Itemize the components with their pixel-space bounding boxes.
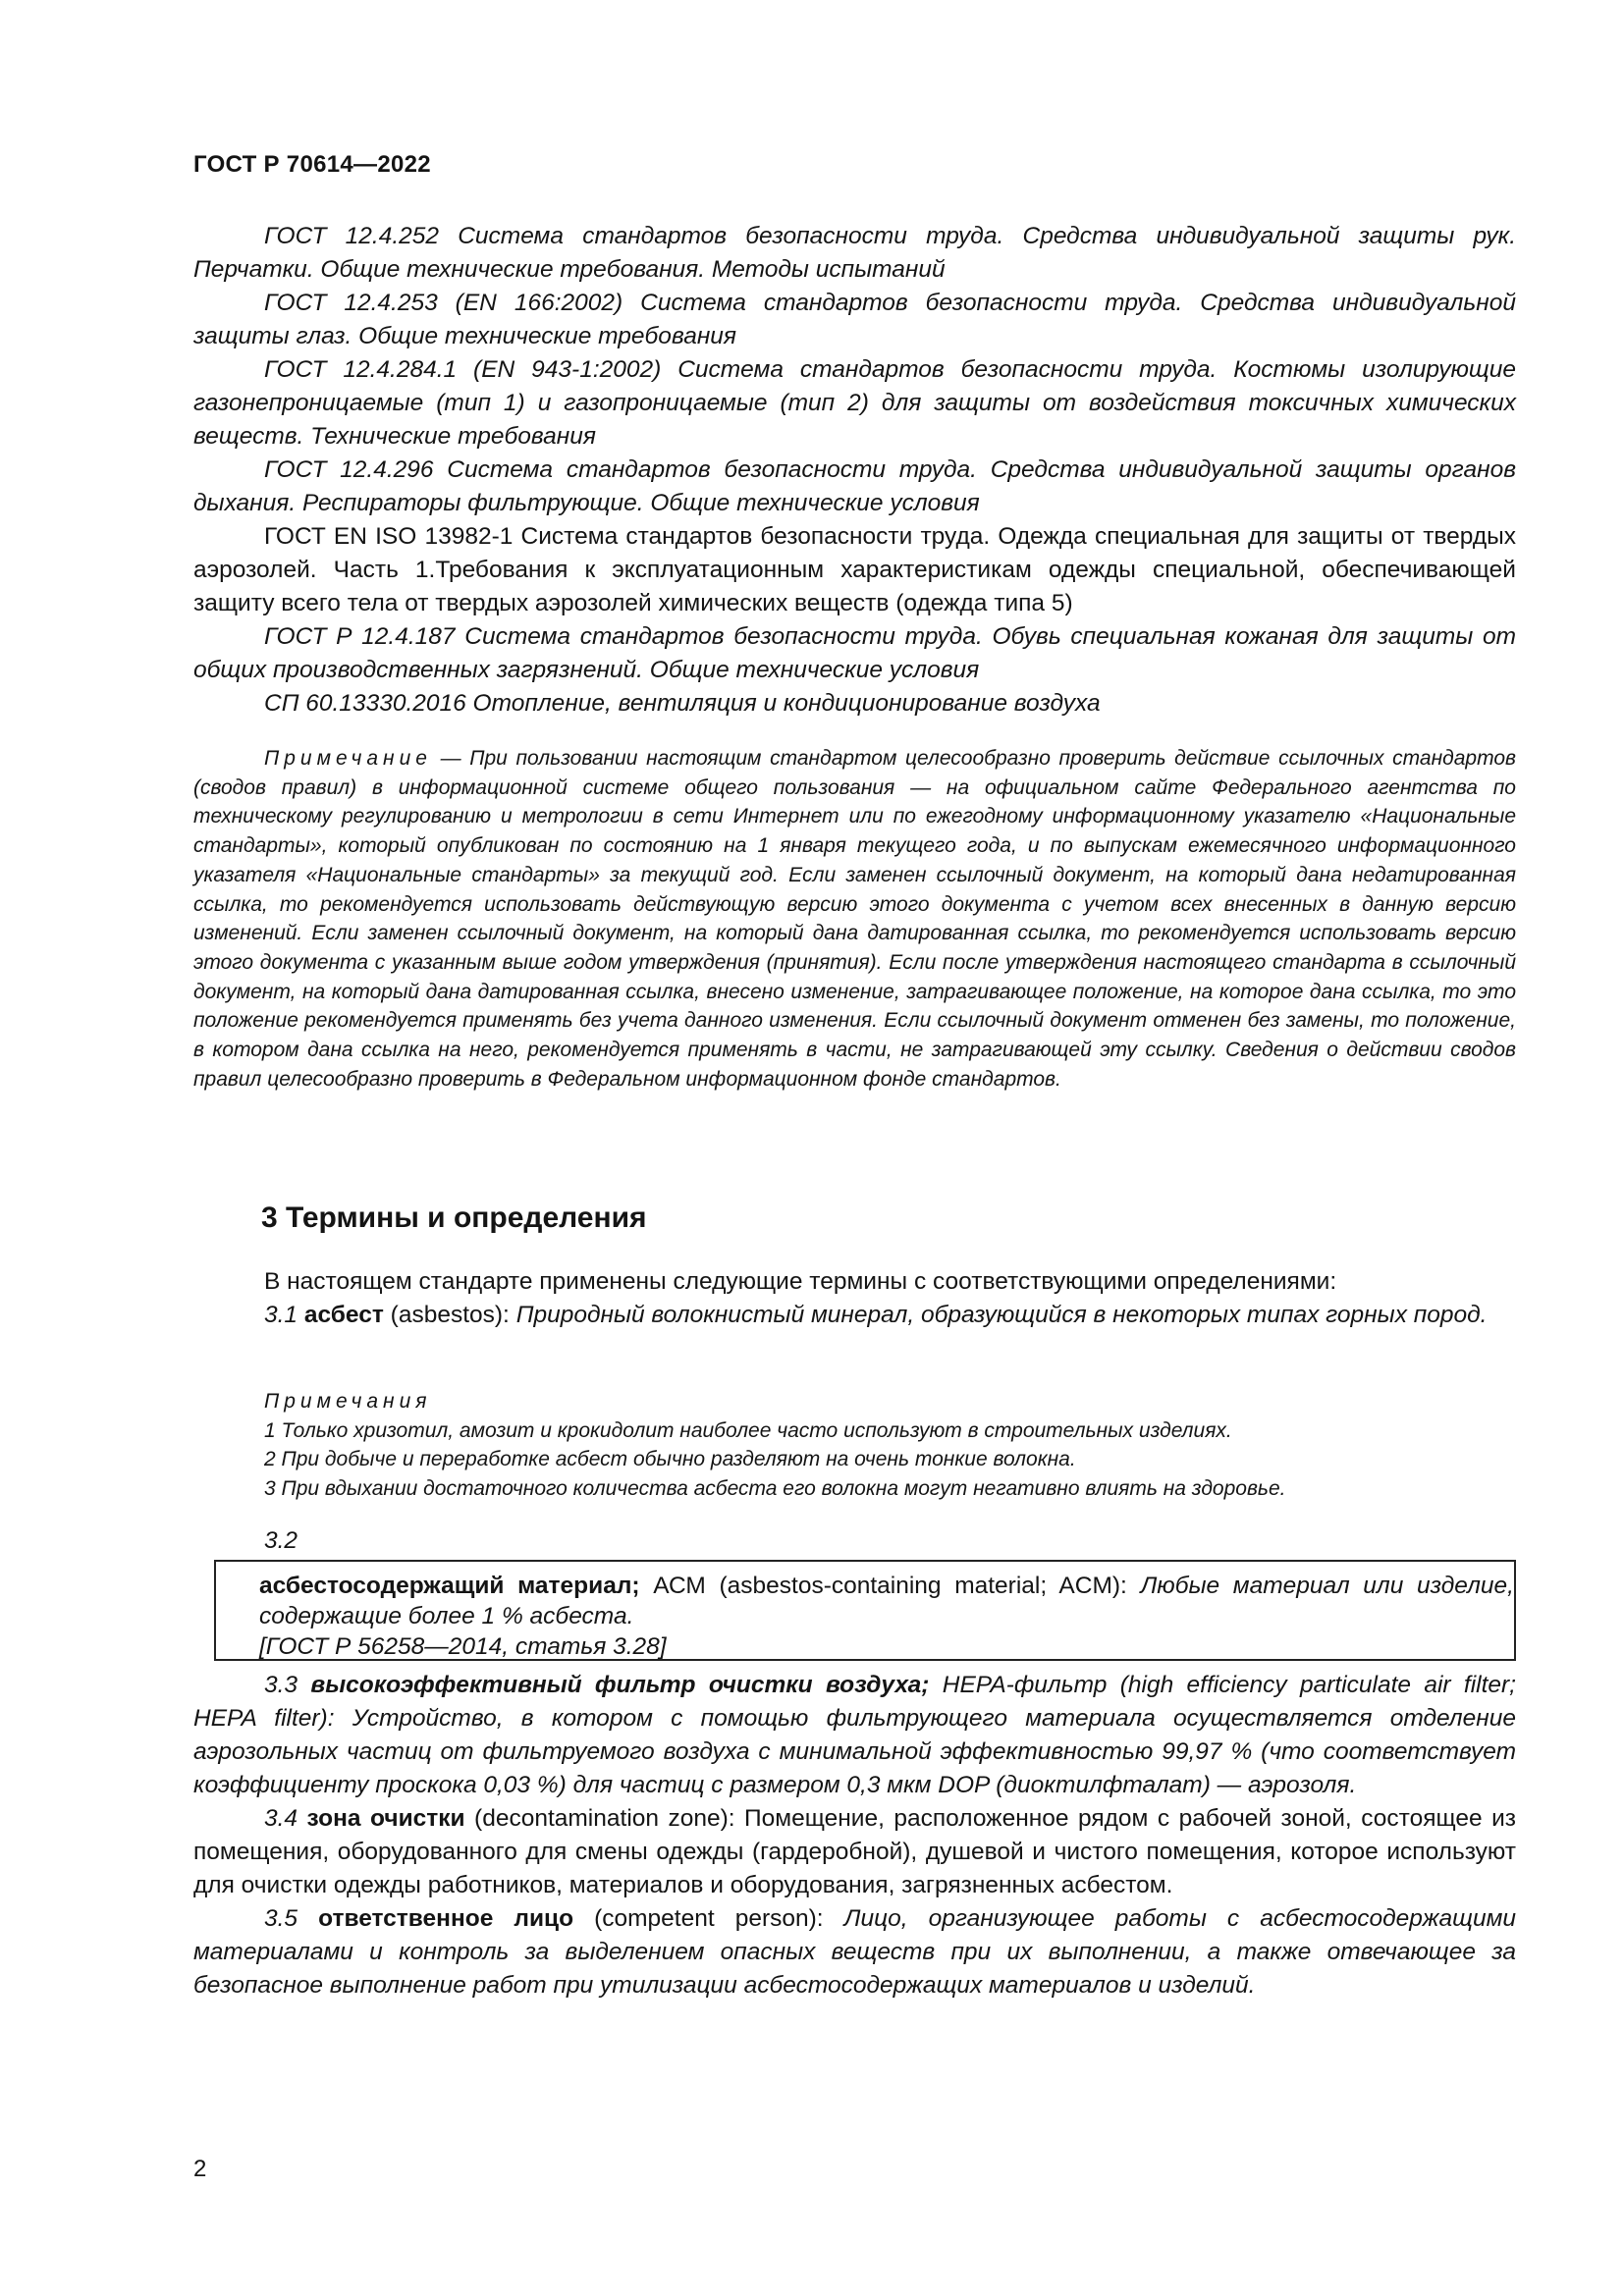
- term-3-1: [193, 1299, 1516, 1332]
- note-block: [193, 744, 1516, 1094]
- term-english: (asbestos):: [383, 1302, 516, 1328]
- note-text: — При пользовании настоящим стандартом целесообразно проверить действие ссылочных стандартов (сводов правил) в информационной системе общего пользования — на официальном сайте Федерального агентства по техническому регулированию и метрологии в сети Интернет или по ежегодному информационному указателю «Национальные стандарты», который опубликован по состоянию на 1 января текущего года, и по выпускам ежемесячного информационного указателя «Национальные стандарты» за текущий год. Если заменен ссылочный документ, на который дана недатированная ссылка, то рекомендуется использовать действующую версию этого документа с учетом всех внесенных в данную версию изменений. Если заменен ссылочный документ, на который дана датированная ссылка, то рекомендуется использовать версию этого документа с указанным выше годом утверждения (принятия). Если после утверждения настоящего стандарта в ссылочный документ, на который дана датированная ссылка, внесено изменение, затрагивающее положение, на которое дана ссылка, то это положение рекомендуется применять без учета данного изменения. Если ссылочный документ отменен без замены, то положение, в котором дана ссылка на него, рекомендуется применять в части, не затрагивающей эту ссылку. Сведения о действии сводов правил целесообразно проверить в Федеральном информационном фонде стандартов.: [193, 747, 1516, 1091]
- term-definition: HEPA-фильтр (high efficiency particulate air filter; HEPA filter): Устройство, в котором с помощью фильтрующего материала осуществляется отделение аэрозольных частиц от фильтруемого воздуха с минимальной эффективностью 99,97 % (что соответствует коэффициенту проскока 0,03 %) для частиц с размером 0,3 мкм DOP (диоктилфталат) — аэрозоля.: [193, 1672, 1516, 1798]
- note-item: 1 Только хризотил, амозит и крокидолит наиболее часто используют в строительных изделиях.: [264, 1418, 1232, 1442]
- section-3-body: [193, 1265, 1516, 1332]
- section-3-terms: [193, 1669, 1516, 2002]
- term-definition: Любые материал или изделие, содержащие более 1 % асбеста.: [259, 1573, 1514, 1629]
- term-3-5: [193, 1902, 1516, 2002]
- term-name: зона очистки: [306, 1805, 465, 1832]
- note-item: 2 При добыче и переработке асбест обычно разделяют на очень тонкие волокна.: [264, 1448, 1076, 1471]
- note-paragraph: [193, 744, 1516, 1094]
- note-item: 3 При вдыхании достаточного количества асбеста его волокна могут негативно влиять на здоровье.: [264, 1477, 1286, 1501]
- term-3-3: [193, 1669, 1516, 1802]
- term-number: 3.4: [264, 1805, 307, 1832]
- reference-item: ГОСТ 12.4.252 Система стандартов безопасности труда. Средства индивидуальной защиты рук. Перчатки. Общие технические требования. Методы испытаний: [193, 223, 1516, 283]
- term-english: АСМ (asbestos-containing material; ACM):: [639, 1573, 1141, 1599]
- reference-item: ГОСТ 12.4.296 Система стандартов безопасности труда. Средства индивидуальной защиты органов дыхания. Респираторы фильтрующие. Общие технические условия: [193, 456, 1516, 516]
- notes-label: [193, 1387, 1516, 1416]
- term-3-2-box: [214, 1560, 1516, 1661]
- section-intro: В настоящем стандарте применены следующие термины с соответствующими определениями:: [264, 1268, 1337, 1295]
- page-number: 2: [193, 2156, 207, 2182]
- reference-item: ГОСТ 12.4.253 (EN 166:2002) Система стандартов безопасности труда. Средства индивидуальной защиты глаз. Общие технические требования: [193, 290, 1516, 349]
- reference-item: ГОСТ 12.4.284.1 (EN 943-1:2002) Система стандартов безопасности труда. Костюмы изолирующие газонепроницаемые (тип 1) и газопроницаемые (тип 2) для защиты от воздействия токсичных химических веществ. Технические требования: [193, 356, 1516, 450]
- term-number: 3.5: [264, 1905, 319, 1932]
- reference-item: ГОСТ EN ISO 13982-1 Система стандартов безопасности труда. Одежда специальная для защиты от твердых аэрозолей. Часть 1.Требования к эксплуатационным характеристикам одежды специальной, обеспечивающей защиту всего тела от твердых аэрозолей химических веществ (одежда типа 5): [193, 523, 1516, 616]
- term-3-4: [193, 1802, 1516, 1902]
- term-number: 3.1: [264, 1302, 304, 1328]
- term-3-2: [259, 1571, 1514, 1631]
- term-name: высокоэффективный фильтр очистки воздуха;: [310, 1672, 930, 1698]
- term-english: (competent person):: [573, 1905, 844, 1932]
- note-label: Примечание: [264, 747, 432, 770]
- term-name: асбестосодержащий материал;: [259, 1573, 640, 1599]
- term-notes: [193, 1387, 1516, 1504]
- term-name: асбест: [303, 1302, 384, 1328]
- reference-item: ГОСТ Р 12.4.187 Система стандартов безопасности труда. Обувь специальная кожаная для защиты от общих производственных загрязнений. Общие технические условия: [193, 623, 1516, 683]
- term-3-2-number-row: [193, 1524, 1516, 1558]
- term-definition: (decontamination zone): Помещение, расположенное рядом с рабочей зоной, состоящее из помещения, оборудованного для смены одежды (гардеробной), душевой и чистого помещения, которое используют для очистки одежды работников, материалов и оборудования, загрязненных асбестом.: [193, 1805, 1516, 1898]
- term-name: ответственное лицо: [318, 1905, 574, 1932]
- term-definition: Природный волокнистый минерал, образующийся в некоторых типах горных пород.: [515, 1302, 1488, 1328]
- term-number: 3.2: [264, 1527, 298, 1554]
- document-header: ГОСТ Р 70614—2022: [193, 151, 431, 178]
- section-title: 3 Термины и определения: [261, 1201, 647, 1234]
- notes-label-text: Примечания: [264, 1390, 432, 1413]
- term-source: [ГОСТ Р 56258—2014, статья 3.28]: [259, 1633, 667, 1660]
- term-definition: Лицо, организующее работы с асбестосодержащими материалами и контроль за выделением опасных веществ при их выполнении, а также отвечающее за безопасное выполнение работ при утилизации асбестосодержащих материалов и изделий.: [193, 1905, 1516, 1999]
- reference-item: СП 60.13330.2016 Отопление, вентиляция и кондиционирование воздуха: [264, 690, 1101, 717]
- term-number: 3.3: [264, 1672, 311, 1698]
- references-list: [193, 220, 1516, 721]
